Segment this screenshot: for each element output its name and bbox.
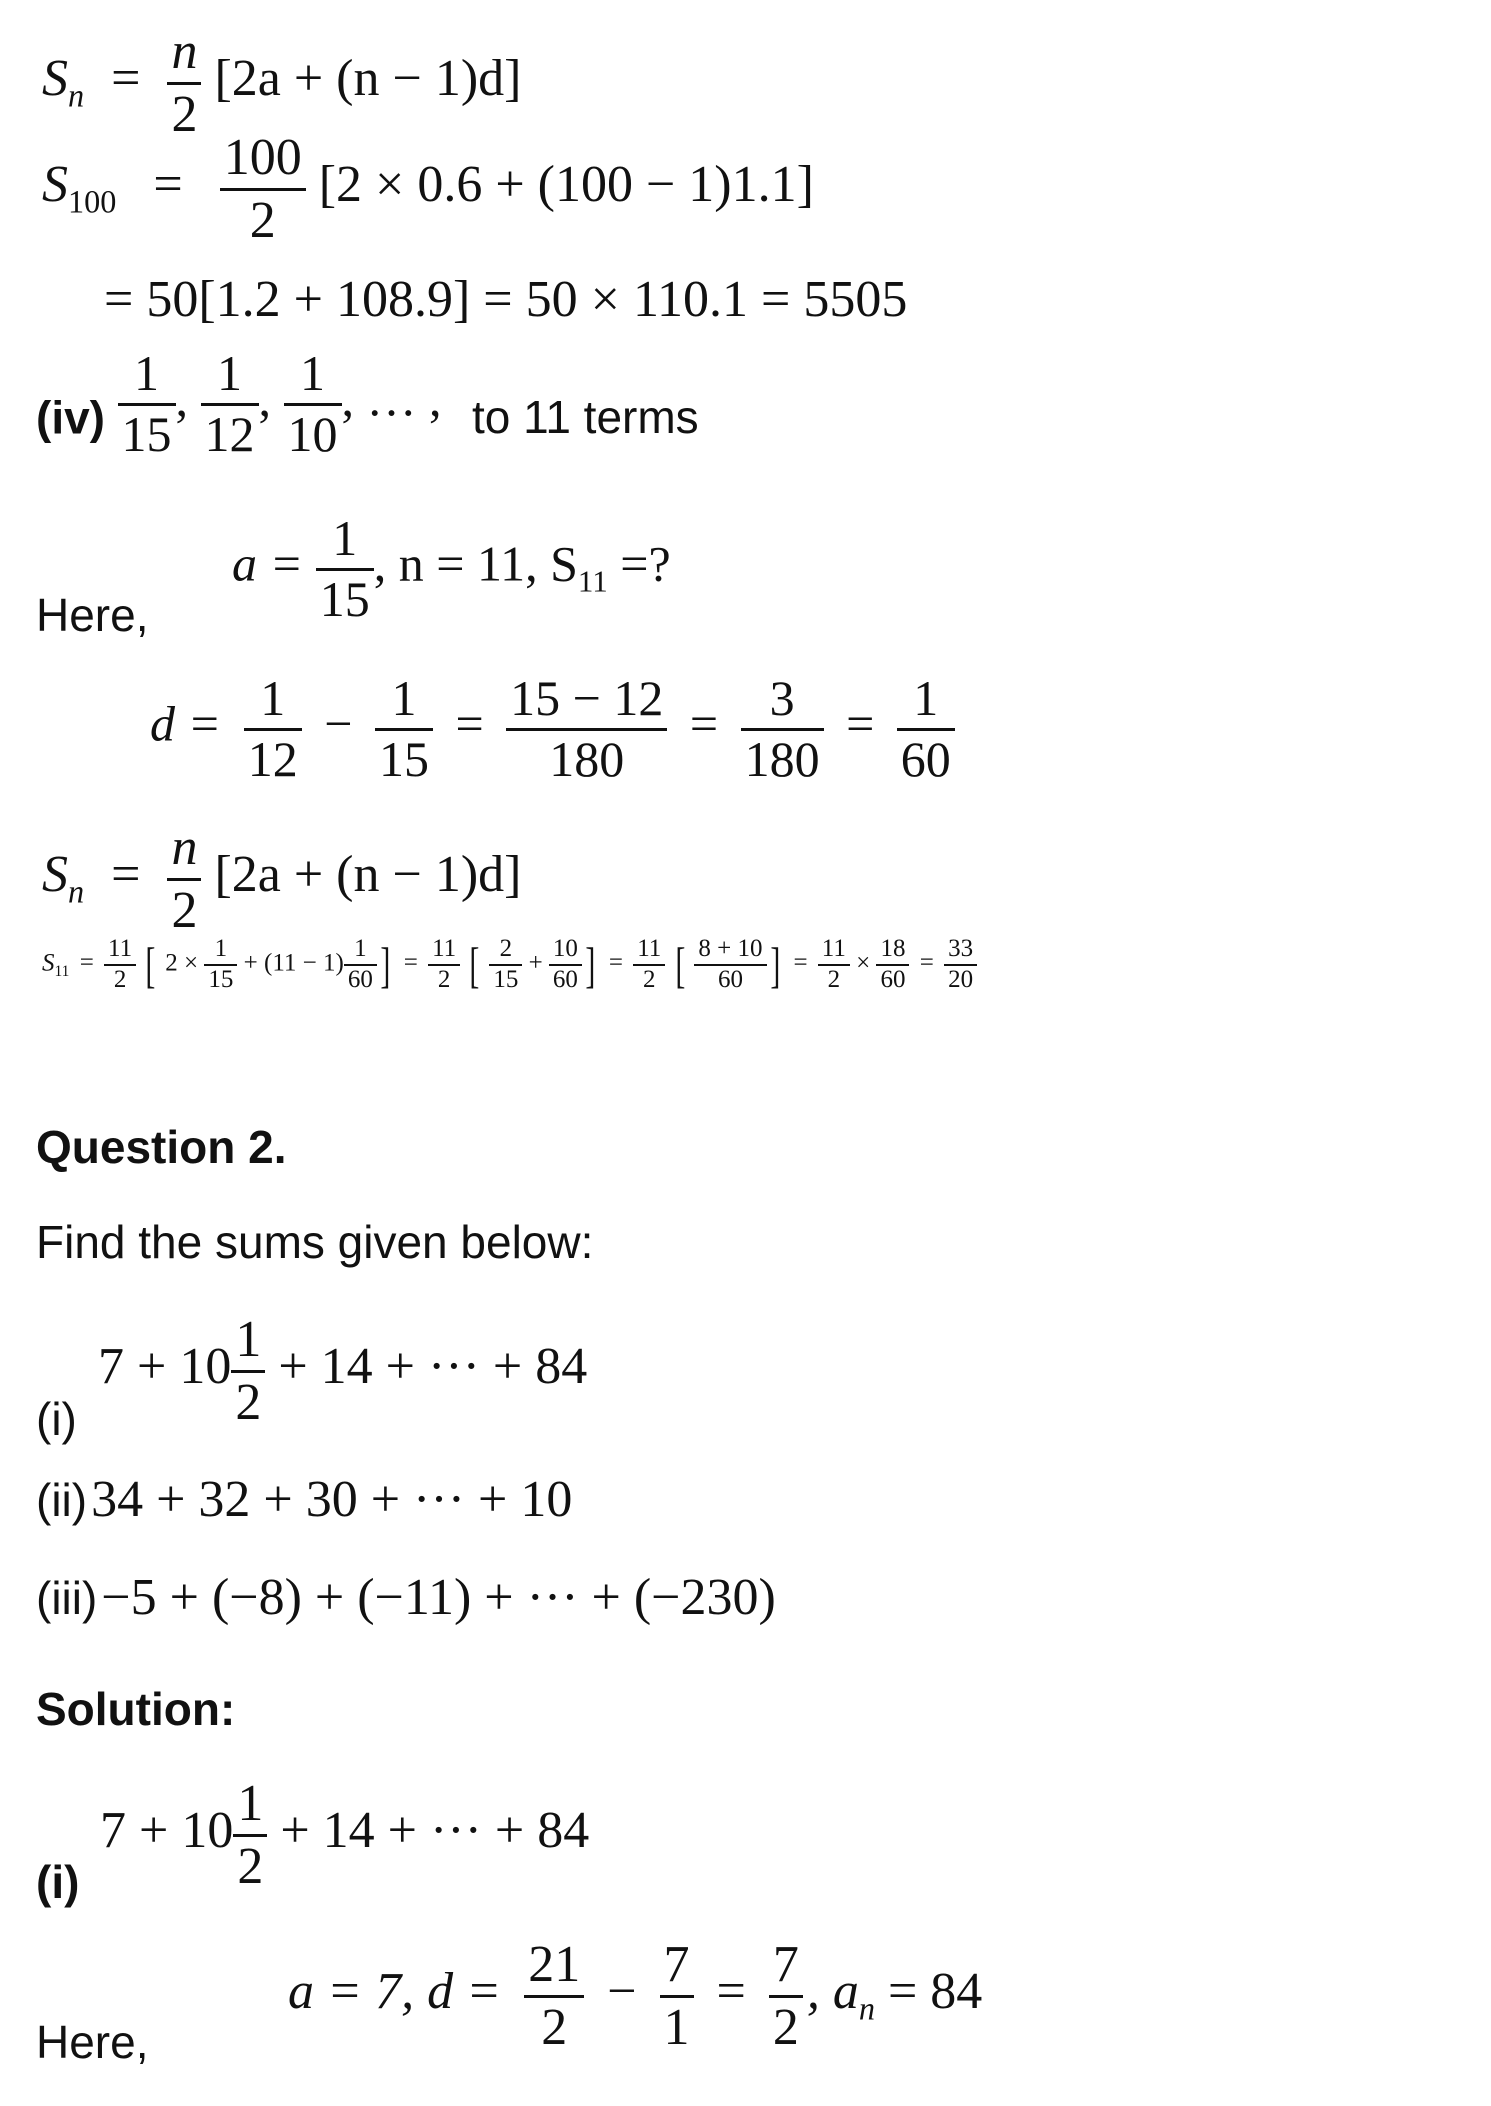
part-label: (iv) bbox=[36, 391, 105, 444]
fraction-numerator: 1 bbox=[375, 670, 433, 731]
question-2-prompt: Find the sums given below: bbox=[36, 1216, 594, 1268]
s100-result-line: = 50[1.2 + 108.9] = 50 × 110.1 = 5505 bbox=[104, 271, 908, 328]
fraction-numerator: 1 bbox=[233, 1774, 267, 1837]
fraction-denominator: 12 bbox=[204, 405, 255, 462]
fraction-denominator: 2 bbox=[541, 1998, 568, 2056]
part-iv-series bbox=[36, 345, 699, 463]
minus-sign: − bbox=[607, 1963, 637, 2021]
sn-subscript: n bbox=[68, 77, 85, 114]
fraction-numerator: 15 − 12 bbox=[506, 670, 667, 731]
fraction-numerator: 3 bbox=[741, 670, 824, 731]
equals-sign: = bbox=[846, 695, 875, 752]
q2-part-i-label: (i) bbox=[36, 1393, 77, 1445]
fraction-15-12-over-180 bbox=[506, 670, 667, 788]
fraction-denominator: 2 bbox=[642, 965, 656, 993]
fraction-1-10 bbox=[284, 345, 342, 463]
fraction-denominator: 2 bbox=[235, 1373, 262, 1431]
fraction-numerator: 1 bbox=[204, 935, 237, 966]
bracket-expression: [2 × 0.6 + (100 − 1)1.1] bbox=[318, 156, 814, 214]
fraction-7-2 bbox=[769, 1935, 803, 2058]
fraction-denominator: 2 bbox=[772, 1998, 799, 2056]
fraction-denominator: 15 bbox=[493, 965, 519, 993]
fraction-numerator: 33 bbox=[944, 935, 977, 966]
minus-sign: − bbox=[324, 695, 353, 752]
here-label-solution: Here, bbox=[36, 2016, 149, 2068]
fraction-numerator: n bbox=[167, 22, 201, 85]
part-label: (iii) bbox=[36, 1572, 98, 1624]
fraction-denominator: 15 bbox=[319, 570, 370, 627]
s11-calculation bbox=[42, 935, 977, 995]
equals-sign: = bbox=[455, 695, 484, 752]
fraction-denominator: 60 bbox=[347, 965, 373, 993]
fraction-denominator: 2 bbox=[113, 965, 127, 993]
sn-symbol: S bbox=[42, 846, 68, 904]
equals-sign: = bbox=[716, 1963, 746, 2021]
q2-part-iii bbox=[36, 1568, 776, 1627]
solution-part-i-label: (i) bbox=[36, 1856, 80, 1908]
n-over-2-fraction bbox=[167, 22, 201, 145]
fraction-21-2 bbox=[524, 1935, 584, 2058]
fraction-numerator: 21 bbox=[524, 1935, 584, 1998]
bracket-expression: [2a + (n − 1)d] bbox=[214, 846, 522, 904]
solution-part-i-expression bbox=[100, 1774, 589, 1897]
fraction-denominator: 2 bbox=[437, 965, 451, 993]
s-symbol: S bbox=[42, 949, 55, 977]
fraction-1-60 bbox=[897, 670, 955, 788]
100-over-2-fraction bbox=[220, 128, 306, 251]
fraction-numerator: 8 + 10 bbox=[694, 935, 766, 966]
fraction-11-2 bbox=[633, 935, 665, 995]
equals-sign: = bbox=[79, 949, 94, 977]
close-bracket: ] bbox=[585, 936, 596, 993]
equals-sign: = bbox=[111, 50, 141, 108]
fraction-2-15 bbox=[489, 935, 522, 995]
open-bracket: [ bbox=[469, 936, 480, 993]
fraction-numerator: 1 bbox=[344, 935, 377, 966]
solution-a-d-an bbox=[288, 1935, 982, 2058]
s11-subscript: 11 bbox=[577, 563, 608, 599]
q2-part-ii bbox=[36, 1470, 572, 1529]
fraction-numerator: 1 bbox=[284, 345, 342, 406]
expression: 34 + 32 + 30 + ··· + 10 bbox=[91, 1471, 573, 1528]
fraction-numerator: 1 bbox=[244, 670, 302, 731]
sn-symbol: S bbox=[42, 50, 68, 108]
expression-end: + 14 + ··· + 84 bbox=[278, 1338, 588, 1396]
fraction-1-60 bbox=[344, 935, 377, 995]
equals-sign: = bbox=[919, 949, 934, 977]
fraction-numerator: 1 bbox=[897, 670, 955, 731]
fraction-1-15 bbox=[316, 510, 374, 628]
fraction-numerator: 7 bbox=[660, 1935, 694, 1998]
fraction-11-2 bbox=[104, 935, 136, 995]
bracket-middle-text: + (11 − 1) bbox=[243, 949, 344, 977]
fraction-numerator: 2 bbox=[489, 935, 522, 966]
fraction-numerator: 7 bbox=[769, 1935, 803, 1998]
close-bracket: ] bbox=[769, 936, 780, 993]
fraction-numerator: 11 bbox=[818, 935, 850, 966]
equals-sign: = bbox=[153, 156, 183, 214]
fraction-numerator: 1 bbox=[231, 1310, 265, 1373]
fraction-33-20 bbox=[944, 935, 977, 995]
fraction-denominator: 60 bbox=[552, 965, 578, 993]
fraction-1-12 bbox=[244, 670, 302, 788]
open-bracket: [ bbox=[674, 936, 685, 993]
equals-sign: = bbox=[793, 949, 808, 977]
fraction-1-15 bbox=[204, 935, 237, 995]
equals-sign: = bbox=[111, 846, 141, 904]
s11-subscript: 11 bbox=[54, 962, 70, 980]
sn-subscript: n bbox=[68, 873, 85, 910]
mixed-fraction-1-2 bbox=[233, 1774, 267, 1897]
terms-suffix: to 11 terms bbox=[472, 391, 699, 444]
fraction-denominator: 1 bbox=[663, 1998, 690, 2056]
expression: −5 + (−8) + (−11) + ··· + (−230) bbox=[101, 1569, 776, 1626]
fraction-denominator: 2 bbox=[171, 881, 198, 939]
times-sign: × bbox=[856, 949, 871, 977]
fraction-3-180 bbox=[741, 670, 824, 788]
question-2-title: Question 2. bbox=[36, 1121, 287, 1173]
ellipsis: , … , bbox=[341, 370, 442, 427]
equals-sign: = bbox=[689, 695, 719, 752]
fraction-denominator: 2 bbox=[827, 965, 841, 993]
comma: , bbox=[258, 370, 271, 427]
fraction-numerator: 11 bbox=[428, 935, 460, 966]
fraction-denominator: 2 bbox=[237, 1837, 264, 1895]
an-subscript: n bbox=[858, 1990, 875, 2027]
fraction-denominator: 2 bbox=[171, 85, 198, 143]
part-label: (ii) bbox=[36, 1474, 88, 1526]
n-over-2-fraction bbox=[167, 818, 201, 941]
fraction-numerator: 11 bbox=[633, 935, 665, 966]
s100-formula bbox=[42, 128, 814, 251]
fraction-denominator: 2 bbox=[249, 191, 276, 249]
a-n-given bbox=[232, 510, 671, 628]
solution-title: Solution: bbox=[36, 1683, 236, 1735]
fraction-numerator: 11 bbox=[104, 935, 136, 966]
open-bracket: [ bbox=[145, 936, 156, 993]
close-bracket: ] bbox=[380, 936, 391, 993]
sn-formula-1 bbox=[42, 22, 521, 145]
fraction-denominator: 12 bbox=[247, 730, 298, 787]
fraction-numerator: n bbox=[167, 818, 201, 881]
s-symbol: S bbox=[42, 156, 68, 214]
fraction-8-plus-10-over-60 bbox=[694, 935, 766, 995]
fraction-denominator: 60 bbox=[880, 965, 906, 993]
plus-sign: + bbox=[528, 949, 543, 977]
expression-start: 7 + 10 bbox=[100, 1802, 234, 1860]
fraction-numerator: 1 bbox=[201, 345, 259, 406]
fraction-denominator: 60 bbox=[900, 730, 951, 787]
fraction-denominator: 60 bbox=[717, 965, 743, 993]
fraction-numerator: 1 bbox=[118, 345, 176, 406]
fraction-11-2 bbox=[428, 935, 460, 995]
n-value-text: , n = 11, S bbox=[373, 535, 578, 592]
fraction-18-60 bbox=[876, 935, 909, 995]
q2-part-i-expression bbox=[98, 1310, 587, 1433]
fraction-numerator: 100 bbox=[220, 128, 306, 191]
fraction-denominator: 15 bbox=[208, 965, 234, 993]
fraction-11-2 bbox=[818, 935, 850, 995]
fraction-denominator: 10 bbox=[287, 405, 338, 462]
fraction-numerator: 10 bbox=[549, 935, 582, 966]
d-calculation bbox=[150, 670, 965, 788]
fraction-denominator: 180 bbox=[549, 730, 625, 787]
unknown-mark: =? bbox=[607, 535, 671, 592]
s100-subscript: 100 bbox=[68, 183, 117, 220]
fraction-1-15 bbox=[118, 345, 176, 463]
sn-formula-2 bbox=[42, 818, 521, 941]
an-symbol: , a bbox=[806, 1963, 859, 2021]
an-value: = 84 bbox=[874, 1963, 983, 2021]
bracket-text: 2 × bbox=[165, 949, 199, 977]
fraction-denominator: 20 bbox=[948, 965, 974, 993]
fraction-10-60 bbox=[549, 935, 582, 995]
expression-start: 7 + 10 bbox=[98, 1338, 232, 1396]
here-label-iv: Here, bbox=[36, 589, 149, 641]
comma: , bbox=[175, 370, 188, 427]
expression-end: + 14 + ··· + 84 bbox=[280, 1802, 590, 1860]
a-lhs: a = bbox=[232, 535, 304, 592]
fraction-1-12 bbox=[201, 345, 259, 463]
fraction-numerator: 18 bbox=[876, 935, 909, 966]
a-d-lhs: a = 7, d = bbox=[288, 1963, 502, 2021]
fraction-denominator: 15 bbox=[121, 405, 172, 462]
bracket-expression: [2a + (n − 1)d] bbox=[214, 50, 522, 108]
fraction-denominator: 180 bbox=[744, 730, 820, 787]
fraction-7-1 bbox=[660, 1935, 694, 2058]
fraction-1-15 bbox=[375, 670, 433, 788]
d-lhs: d = bbox=[150, 695, 222, 752]
equals-sign: = bbox=[403, 949, 418, 977]
mixed-fraction-1-2 bbox=[231, 1310, 265, 1433]
fraction-denominator: 15 bbox=[378, 730, 429, 787]
equals-sign: = bbox=[608, 949, 623, 977]
fraction-numerator: 1 bbox=[316, 510, 374, 571]
